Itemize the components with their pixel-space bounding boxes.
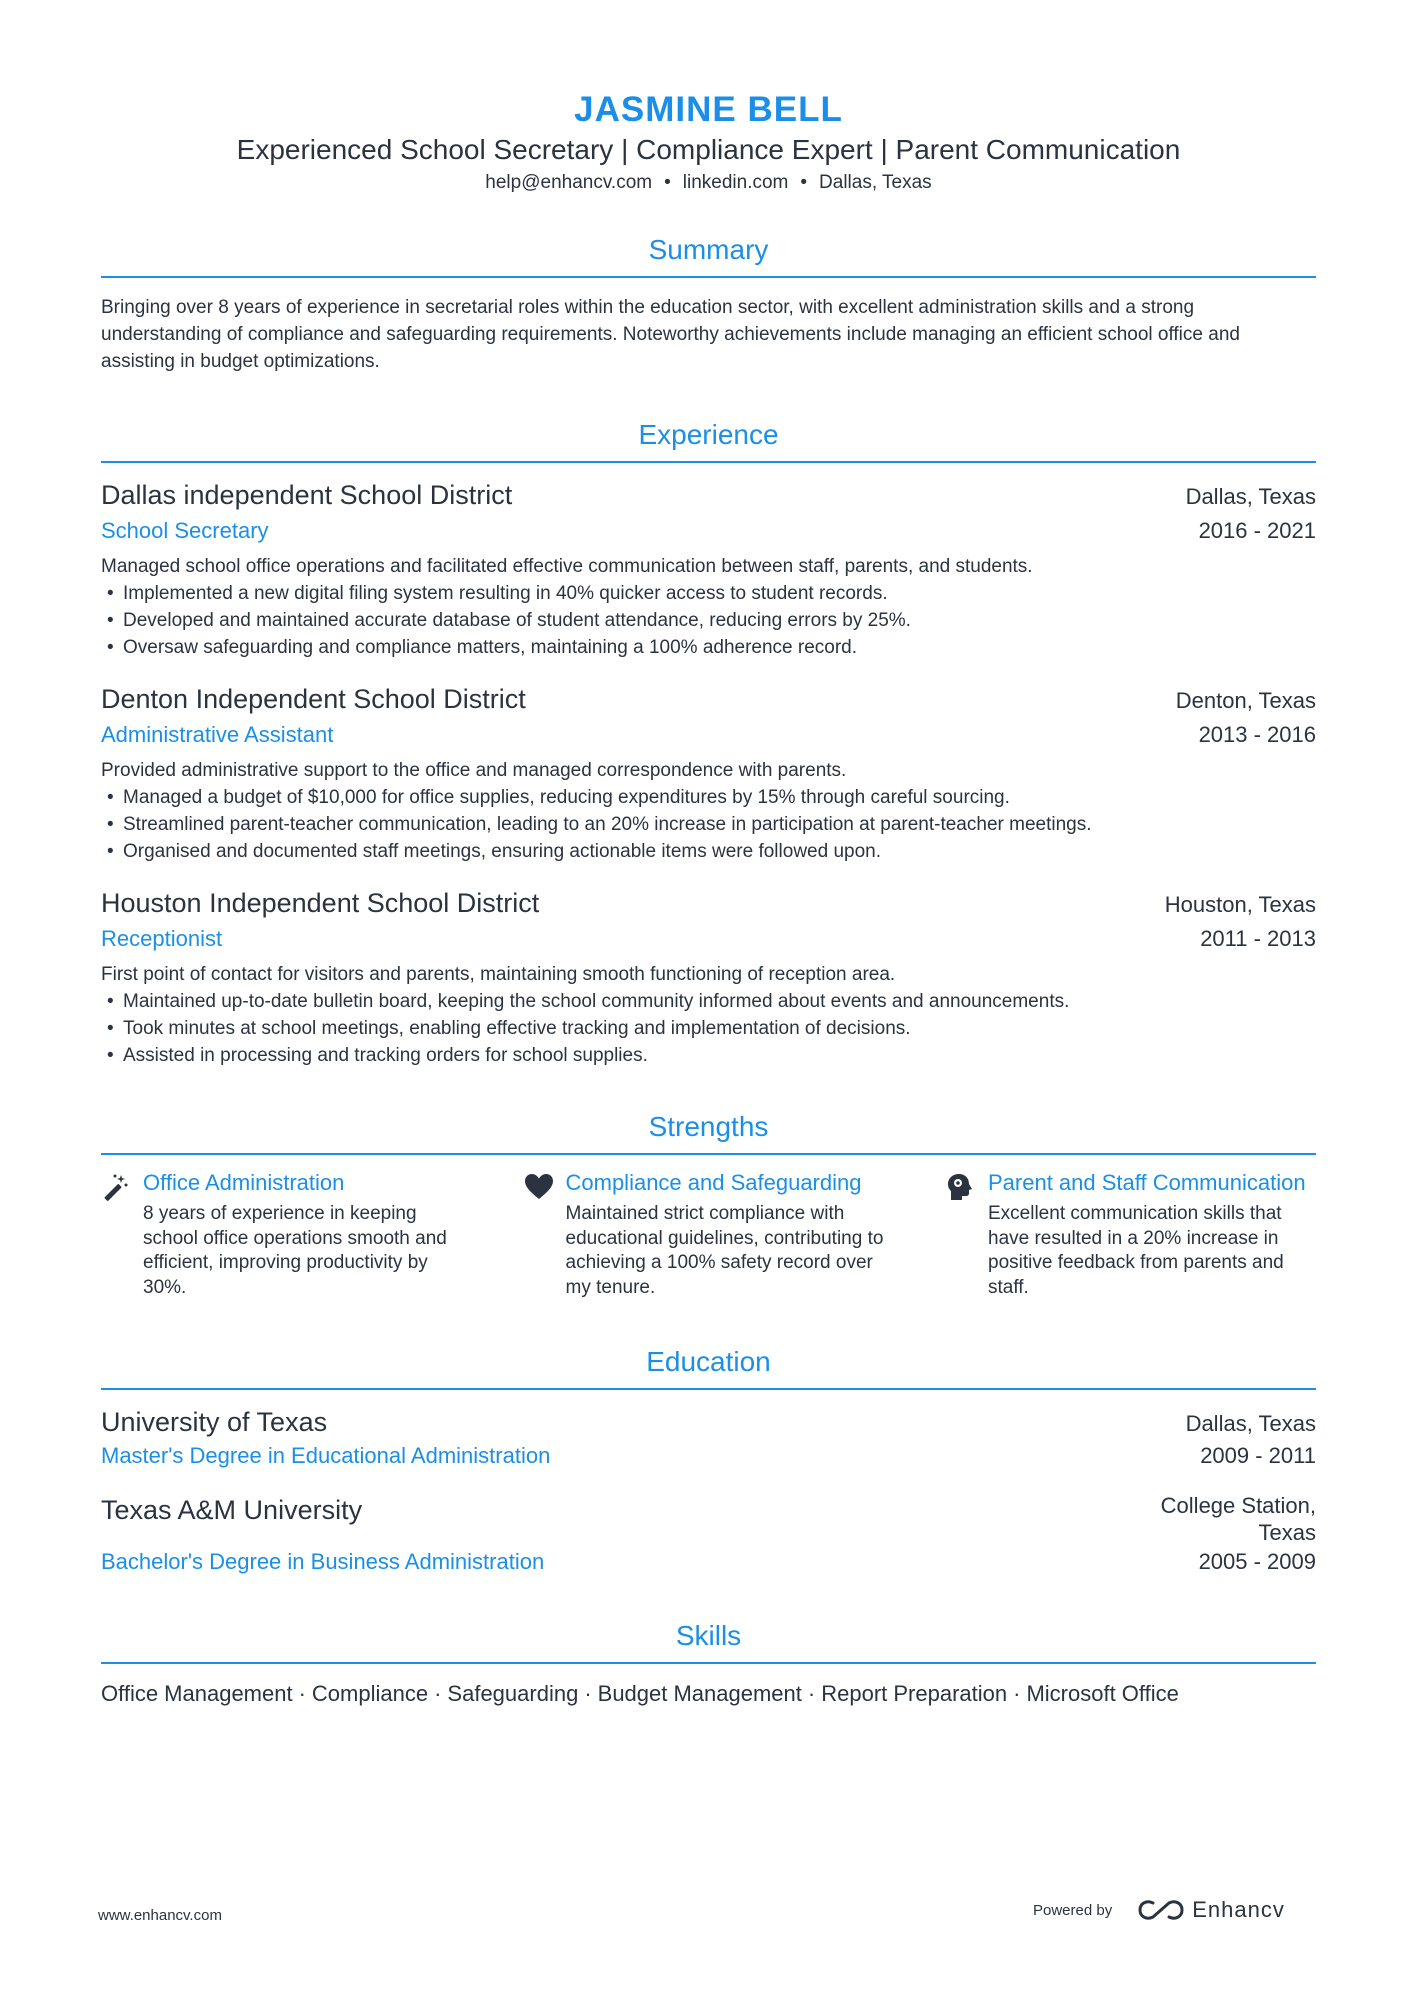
strength-text: 8 years of experience in keeping school office operations smooth and efficient, improving productivity by 30%. [143, 1203, 447, 1298]
experience-section [101, 417, 1316, 1069]
job-description: Provided administrative support to the office and managed correspondence with parents. [101, 760, 847, 781]
school-location: College Station, Texas [1160, 1493, 1316, 1545]
job-bullet: • Managed a budget of $10,000 for office supplies, reducing expenditures by 15% through careful sourcing. [101, 784, 1316, 811]
job-bullet: • Developed and maintained accurate database of student attendance, reducing errors by 25%. [101, 607, 1316, 634]
job-bullet: • Organised and documented staff meetings, ensuring actionable items were followed upon. [101, 838, 1316, 865]
summary-title: Summary [101, 232, 1316, 278]
job-entry [101, 885, 1316, 1069]
skill-item: Compliance [311, 1681, 429, 1706]
job-bullet: • Took minutes at school meetings, enabling effective tracking and implementation of decisions. [101, 1015, 1316, 1042]
school-location: Dallas, Texas [1185, 1411, 1316, 1436]
contact-line [101, 170, 1316, 196]
strength-title: Parent and Staff Communication [988, 1170, 1306, 1195]
education-section [101, 1344, 1316, 1578]
skill-item: Report Preparation [821, 1681, 1008, 1706]
school-name: University of Texas [101, 1407, 328, 1437]
job-organization: Dallas independent School District [101, 480, 513, 510]
powered-by-text: Powered by [1033, 1901, 1113, 1919]
job-entry [101, 681, 1316, 865]
job-role: Receptionist [101, 926, 223, 951]
heart-icon [524, 1169, 566, 1300]
job-dates: 2013 - 2016 [1198, 722, 1316, 747]
job-bullets [101, 988, 1316, 1069]
job-bullet: • Oversaw safeguarding and compliance matters, maintaining a 100% adherence record. [101, 634, 1316, 661]
school-name: Texas A&M University [101, 1495, 363, 1525]
footer-website[interactable]: www.enhancv.com [98, 1907, 222, 1924]
enhancv-logo[interactable] [1138, 1897, 1285, 1923]
degree-name: Bachelor's Degree in Business Administration [101, 1549, 545, 1574]
location-text: Dallas, Texas [819, 172, 932, 193]
skill-item: Budget Management [597, 1681, 802, 1706]
job-role: Administrative Assistant [101, 722, 334, 747]
enhancv-brand-text: Enhancv [1192, 1897, 1285, 1922]
education-entry [101, 1492, 1316, 1578]
job-list [101, 477, 1316, 1069]
degree-name: Master's Degree in Educational Administration [101, 1443, 551, 1468]
strength-title: Compliance and Safeguarding [565, 1170, 862, 1195]
job-bullet: • Maintained up-to-date bulletin board, keeping the school community informed about events and announcements. [101, 988, 1316, 1015]
summary-section [101, 232, 1316, 375]
email-link[interactable]: help@enhancv.com [485, 172, 653, 193]
education-title: Education [101, 1344, 1316, 1390]
job-location: Houston, Texas [1164, 892, 1316, 917]
strength-item [946, 1169, 1316, 1300]
skill-item: Microsoft Office [1026, 1681, 1179, 1706]
summary-text: Bringing over 8 years of experience in secretarial roles within the education sector, with excellent administration skills and a strong understanding of compliance and safeguarding requirements. Noteworthy achievements include managing an efficient school office and assisting in budget optimizations. [101, 297, 1240, 372]
experience-title: Experience [101, 417, 1316, 463]
job-bullets [101, 580, 1316, 661]
education-dates: 2009 - 2011 [1200, 1443, 1316, 1468]
education-list [101, 1404, 1316, 1578]
job-bullet: • Assisted in processing and tracking orders for school supplies. [101, 1042, 1316, 1069]
job-location: Dallas, Texas [1185, 484, 1316, 509]
linkedin-link[interactable]: linkedin.com [682, 172, 789, 193]
education-dates: 2005 - 2009 [1198, 1549, 1316, 1574]
job-dates: 2011 - 2013 [1200, 926, 1316, 951]
strengths-title: Strengths [101, 1109, 1316, 1155]
strengths-section [101, 1109, 1316, 1300]
skills-section [101, 1618, 1316, 1710]
job-bullet: • Streamlined parent-teacher communication, leading to an 20% increase in participation at parent-teacher meetings. [101, 811, 1316, 838]
job-role: School Secretary [101, 518, 269, 543]
strength-title: Office Administration [143, 1170, 345, 1195]
skills-title: Skills [101, 1618, 1316, 1664]
job-organization: Houston Independent School District [101, 888, 540, 918]
skills-list: Office Management · Compliance · Safeguarding · Budget Management · Report Preparation · Microsoft Office [101, 1681, 1179, 1706]
magic-wand-icon [101, 1169, 143, 1300]
head-brain-icon [946, 1169, 988, 1300]
candidate-name: JASMINE BELL [574, 90, 843, 129]
job-description: First point of contact for visitors and parents, maintaining smooth functioning of reception area. [101, 964, 896, 985]
resume-content [101, 90, 1316, 1710]
footer-branding [1033, 1897, 1285, 1923]
contact-separator: • [664, 172, 671, 193]
job-dates: 2016 - 2021 [1198, 518, 1316, 543]
strength-text: Maintained strict compliance with educational guidelines, contributing to achieving a 100% safety record over my tenure. [565, 1203, 884, 1298]
enhancv-logo-icon [1138, 1899, 1184, 1921]
skill-item: Office Management [101, 1681, 293, 1706]
job-location: Denton, Texas [1175, 688, 1316, 713]
contact-separator: • [800, 172, 808, 193]
strength-text: Excellent communication skills that have resulted in a 20% increase in positive feedback from parents and staff. [988, 1203, 1284, 1298]
strength-item [524, 1169, 894, 1300]
job-description: Managed school office operations and facilitated effective communication between staff, parents, and students. [101, 556, 1033, 577]
education-entry [101, 1404, 1316, 1472]
skill-item: Safeguarding [447, 1681, 579, 1706]
job-bullet: • Implemented a new digital filing system resulting in 40% quicker access to student records. [101, 580, 1316, 607]
candidate-headline: Experienced School Secretary | Compliance Expert | Parent Communication [236, 134, 1181, 165]
job-organization: Denton Independent School District [101, 684, 526, 714]
job-bullets [101, 784, 1316, 865]
strengths-list [101, 1169, 1316, 1300]
strength-item [101, 1169, 471, 1300]
job-entry [101, 477, 1316, 661]
